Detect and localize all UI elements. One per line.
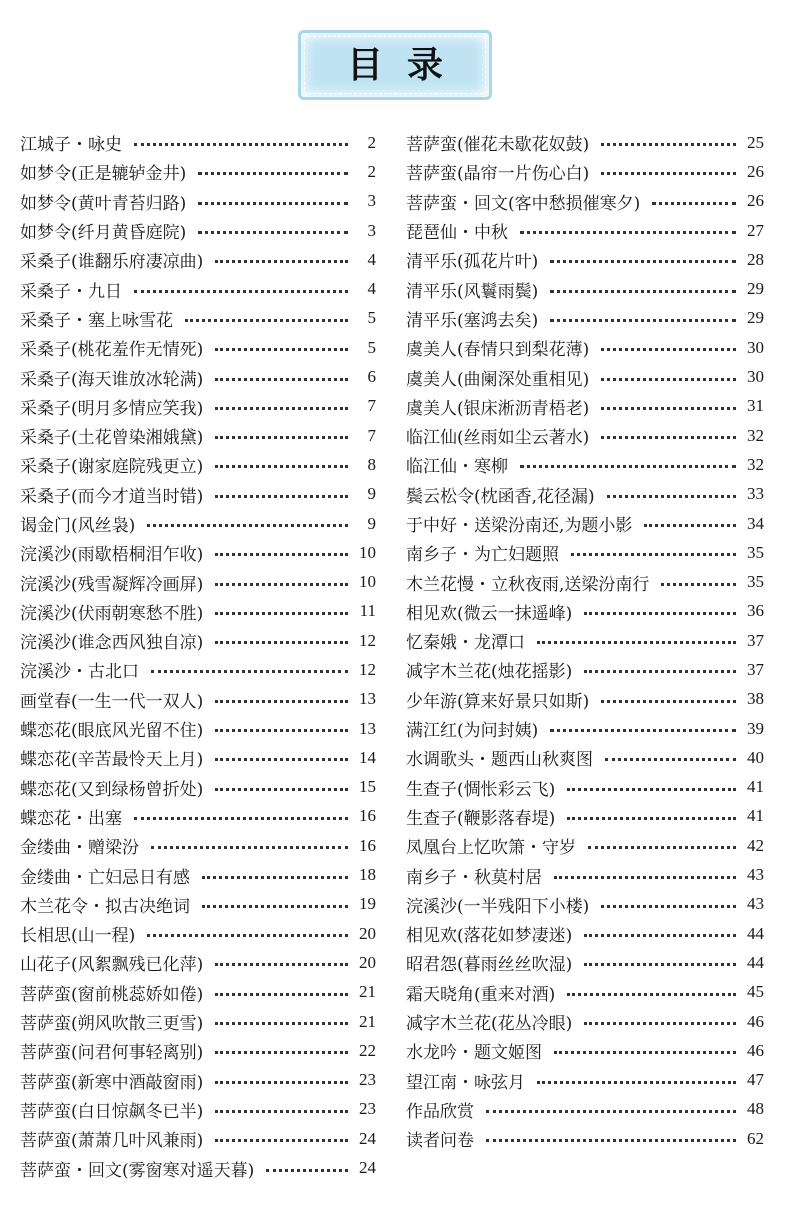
toc-entry-title: 减字木兰花(花丛冷眼) [406, 1014, 573, 1035]
toc-entry-page: 20 [359, 923, 376, 943]
toc-entry[interactable] [406, 304, 764, 333]
toc-entry-page: 24 [359, 1128, 376, 1148]
toc-entry-page: 20 [359, 952, 376, 972]
toc-entry-title: 采桑子(海天谁放冰轮满) [20, 369, 204, 390]
toc-entry-title: 鬓云松令(枕函香,花径漏) [406, 486, 595, 507]
toc-entry-page: 13 [359, 689, 376, 709]
toc-entry-page: 62 [747, 1128, 764, 1148]
toc-entry[interactable] [406, 509, 764, 538]
toc-entry-page: 29 [747, 279, 764, 299]
toc-entry[interactable] [20, 1124, 376, 1153]
dot-leader [537, 1081, 736, 1084]
toc-entry[interactable] [406, 450, 764, 479]
toc-entry-title: 临江仙(丝雨如尘云著水) [406, 428, 590, 449]
toc-entry-page: 5 [367, 308, 376, 328]
toc-entry-page: 21 [359, 982, 376, 1002]
toc-entry[interactable] [20, 509, 376, 538]
toc-entry-title: 少年游(算来好景只如斯) [406, 691, 590, 712]
toc-entry-title: 菩萨蛮・回文(客中愁损催寒夕) [406, 193, 641, 214]
dot-leader [601, 407, 736, 410]
page-title: 目录 [346, 44, 467, 86]
toc-entry-page: 35 [747, 572, 764, 592]
toc-entry-title: 浣溪沙(伏雨朝寒愁不胜) [20, 603, 204, 624]
toc-entry-title: 昭君怨(暮雨丝丝吹湿) [406, 955, 573, 976]
toc-entry[interactable] [20, 392, 376, 421]
toc-entry-title: 菩萨蛮・回文(雾窗寒对遥天暮) [20, 1160, 255, 1181]
dot-leader [215, 378, 348, 381]
toc-entry-title: 清平乐(孤花片叶) [406, 252, 539, 273]
toc-entry-page: 23 [359, 1099, 376, 1119]
dot-leader [537, 641, 736, 644]
toc-entry-page: 13 [359, 718, 376, 738]
toc-entry-page: 32 [747, 425, 764, 445]
toc-entry-title: 如梦令(正是辘轳金井) [20, 164, 187, 185]
toc-entry[interactable] [406, 1066, 764, 1095]
dot-leader [215, 1081, 348, 1084]
dot-leader [202, 905, 348, 908]
toc-entry-title: 南乡子・秋莫村居 [406, 867, 542, 888]
dot-leader [215, 407, 348, 410]
toc-entry-title: 长相思(山一程) [20, 926, 136, 947]
toc-entry-page: 3 [367, 191, 376, 211]
toc-entry[interactable] [406, 685, 764, 714]
toc-entry[interactable] [20, 773, 376, 802]
toc-entry[interactable] [20, 1036, 376, 1065]
dot-leader [215, 583, 348, 586]
toc-entry-page: 2 [367, 132, 376, 152]
toc-entry[interactable] [20, 1007, 376, 1036]
toc-entry-page: 2 [367, 161, 376, 181]
toc-entry-page: 44 [747, 923, 764, 943]
toc-entry[interactable] [20, 597, 376, 626]
toc-entry[interactable] [20, 802, 376, 831]
toc-entry[interactable] [406, 392, 764, 421]
toc-entry-title: 虞美人(曲阑深处重相见) [406, 369, 590, 390]
toc-entry-title: 相见欢(落花如梦凄迷) [406, 926, 573, 947]
toc-entry-page: 26 [747, 191, 764, 211]
toc-entry-page: 32 [747, 454, 764, 474]
toc-entry-page: 33 [747, 484, 764, 504]
toc-entry-title: 画堂春(一生一代一双人) [20, 691, 204, 712]
toc-entry[interactable] [20, 714, 376, 743]
toc-entry-page: 44 [747, 952, 764, 972]
toc-entry-title: 水调歌头・题西山秋爽图 [406, 750, 593, 771]
toc-entry-page: 10 [359, 542, 376, 562]
toc-entry[interactable] [20, 567, 376, 596]
toc-entry-title: 菩萨蛮(朔风吹散三更雪) [20, 1014, 204, 1035]
toc-entry[interactable] [20, 831, 376, 860]
toc-entry-title: 菩萨蛮(白日惊飙冬已半) [20, 1101, 204, 1122]
dot-leader [588, 846, 736, 849]
toc-entry-title: 作品欣赏 [406, 1101, 474, 1122]
toc-entry[interactable] [20, 860, 376, 889]
dot-leader [554, 876, 736, 879]
toc-entry-page: 7 [367, 396, 376, 416]
toc-entry-title: 清平乐(塞鸿去矣) [406, 310, 539, 331]
dot-leader [215, 963, 348, 966]
dot-leader [215, 495, 348, 498]
toc-entry-title: 蝶恋花・出塞 [20, 808, 122, 829]
toc-entry-page: 29 [747, 308, 764, 328]
dot-leader [584, 963, 736, 966]
toc-entry-page: 4 [367, 249, 376, 269]
toc-entry-page: 16 [359, 806, 376, 826]
dot-leader [601, 172, 736, 175]
toc-entry-title: 忆秦娥・龙潭口 [406, 633, 525, 654]
dot-leader [198, 172, 348, 175]
toc-entry[interactable] [20, 450, 376, 479]
toc-entry[interactable] [20, 685, 376, 714]
dot-leader [134, 817, 348, 820]
toc-entry-page: 26 [747, 161, 764, 181]
dot-leader [202, 876, 348, 879]
dot-leader [215, 436, 348, 439]
toc-entry[interactable] [406, 274, 764, 303]
dot-leader [215, 465, 348, 468]
toc-entry-page: 24 [359, 1158, 376, 1178]
toc-entry[interactable] [20, 655, 376, 684]
toc-entry-title: 满江红(为问封姨) [406, 721, 539, 742]
dot-leader [134, 143, 348, 146]
toc-entry[interactable] [20, 128, 376, 157]
toc-entry-page: 9 [367, 484, 376, 504]
dot-leader [567, 993, 736, 996]
toc-entry[interactable] [20, 890, 376, 919]
toc-entry-page: 45 [747, 982, 764, 1002]
toc-entry-page: 7 [367, 425, 376, 445]
toc-entry-title: 江城子・咏史 [20, 135, 122, 156]
dot-leader [644, 524, 736, 527]
toc-entry-title: 凤凰台上忆吹箫・守岁 [406, 838, 576, 859]
dot-leader [601, 378, 736, 381]
toc-entry-title: 于中好・送梁汾南还,为题小影 [406, 516, 633, 536]
dot-leader [266, 1169, 348, 1172]
toc-entry[interactable] [20, 538, 376, 567]
toc-entry-title: 如梦令(黄叶青苔归路) [20, 193, 187, 214]
toc-entry-title: 蝶恋花(眼底风光留不住) [20, 721, 204, 742]
toc-entry-page: 10 [359, 572, 376, 592]
toc-entry[interactable] [406, 626, 764, 655]
toc-entry[interactable] [20, 480, 376, 509]
dot-leader [486, 1110, 736, 1113]
toc-entry-page: 34 [747, 513, 764, 533]
dot-leader [151, 670, 348, 673]
toc-entry[interactable] [406, 216, 764, 245]
toc-title-banner [298, 30, 492, 100]
dot-leader [147, 524, 348, 527]
toc-entry-page: 15 [359, 777, 376, 797]
dot-leader [215, 1022, 348, 1025]
toc-entry-title: 木兰花慢・立秋夜雨,送梁汾南行 [406, 574, 650, 595]
dot-leader [652, 202, 736, 205]
toc-entry[interactable] [406, 655, 764, 684]
dot-leader [571, 553, 736, 556]
toc-entry-title: 临江仙・寒柳 [406, 457, 508, 478]
dot-leader [215, 758, 348, 761]
toc-entry-page: 37 [747, 659, 764, 679]
toc-entry-page: 30 [747, 367, 764, 387]
dot-leader [185, 319, 348, 322]
dot-leader [151, 846, 348, 849]
toc-entry[interactable] [20, 421, 376, 450]
toc-entry-title: 菩萨蛮(催花未歇花奴鼓) [406, 135, 590, 156]
toc-entry[interactable] [406, 333, 764, 362]
toc-entry[interactable] [406, 714, 764, 743]
dot-leader [567, 817, 736, 820]
toc-entry-page: 41 [747, 806, 764, 826]
dot-leader [550, 260, 736, 263]
toc-entry-title: 金缕曲・赠梁汾 [20, 838, 139, 859]
toc-entry-page: 12 [359, 659, 376, 679]
dot-leader [198, 231, 348, 234]
toc-entry[interactable] [20, 245, 376, 274]
dot-leader [550, 729, 736, 732]
toc-entry[interactable] [406, 567, 764, 596]
toc-entry[interactable] [20, 948, 376, 977]
toc-entry-title: 水龙吟・题文姬图 [406, 1043, 542, 1064]
toc-entry[interactable] [20, 333, 376, 362]
toc-entry-title: 菩萨蛮(萧萧几叶风兼雨) [20, 1131, 204, 1152]
toc-entry-page: 38 [747, 689, 764, 709]
toc-entry-title: 望江南・咏弦月 [406, 1072, 525, 1093]
dot-leader [215, 700, 348, 703]
toc-entry[interactable] [20, 157, 376, 186]
toc-entry-page: 14 [359, 747, 376, 767]
toc-entry[interactable] [20, 919, 376, 948]
toc-entry-page: 8 [367, 454, 376, 474]
toc-entry-title: 减字木兰花(烛花摇影) [406, 662, 573, 683]
toc-entry[interactable] [406, 1007, 764, 1036]
toc-entry[interactable] [406, 1036, 764, 1065]
dot-leader [584, 612, 736, 615]
dot-leader [601, 436, 736, 439]
toc-entry[interactable] [20, 1153, 376, 1182]
dot-leader [601, 700, 736, 703]
toc-entry-page: 5 [367, 337, 376, 357]
toc-right-column [406, 128, 764, 1153]
toc-entry-title: 菩萨蛮(晶帘一片伤心白) [406, 164, 590, 185]
toc-entry-title: 琵琶仙・中秋 [406, 223, 508, 244]
dot-leader [215, 729, 348, 732]
toc-entry-page: 4 [367, 279, 376, 299]
toc-entry-page: 19 [359, 894, 376, 914]
dot-leader [134, 290, 348, 293]
toc-entry-page: 30 [747, 337, 764, 357]
toc-entry-page: 46 [747, 1040, 764, 1060]
toc-entry-title: 采桑子(而今才道当时错) [20, 486, 204, 507]
toc-entry-title: 采桑子(谁翻乐府凄凉曲) [20, 252, 204, 273]
toc-entry[interactable] [406, 187, 764, 216]
toc-entry-page: 41 [747, 777, 764, 797]
toc-entry-title: 采桑子(谢家庭院残更立) [20, 457, 204, 478]
toc-entry-page: 25 [747, 132, 764, 152]
dot-leader [584, 934, 736, 937]
toc-entry-title: 蝶恋花(又到绿杨曾折处) [20, 779, 204, 800]
dot-leader [607, 495, 736, 498]
dot-leader [215, 641, 348, 644]
toc-entry-page: 3 [367, 220, 376, 240]
toc-entry[interactable] [406, 157, 764, 186]
dot-leader [554, 1051, 736, 1054]
toc-entry-title: 菩萨蛮(窗前桃蕊娇如倦) [20, 984, 204, 1005]
toc-entry-page: 21 [359, 1011, 376, 1031]
dot-leader [215, 1110, 348, 1113]
toc-entry[interactable] [406, 1095, 764, 1124]
toc-entry-page: 6 [367, 367, 376, 387]
toc-entry-title: 山花子(风絮飘残已化萍) [20, 955, 204, 976]
toc-entry-page: 9 [367, 513, 376, 533]
toc-entry[interactable] [406, 802, 764, 831]
toc-entry-page: 11 [359, 601, 376, 621]
toc-entry-page: 18 [359, 865, 376, 885]
toc-entry-page: 35 [747, 542, 764, 562]
toc-entry-page: 39 [747, 718, 764, 738]
toc-entry[interactable] [20, 978, 376, 1007]
dot-leader [215, 993, 348, 996]
toc-entry[interactable] [406, 1124, 764, 1153]
toc-entry[interactable] [406, 743, 764, 772]
toc-entry[interactable] [406, 919, 764, 948]
toc-entry-title: 谒金门(风丝袅) [20, 516, 136, 536]
toc-entry[interactable] [406, 538, 764, 567]
toc-entry[interactable] [406, 890, 764, 919]
toc-entry[interactable] [20, 362, 376, 391]
toc-entry-page: 37 [747, 630, 764, 650]
toc-entry-title: 金缕曲・亡妇忌日有感 [20, 867, 190, 888]
dot-leader [550, 319, 736, 322]
toc-entry-title: 浣溪沙・古北口 [20, 662, 139, 683]
dot-leader [601, 348, 736, 351]
toc-entry-title: 浣溪沙(雨歇梧桐泪乍收) [20, 545, 204, 566]
toc-entry[interactable] [406, 773, 764, 802]
toc-entry-title: 生查子(惆怅彩云飞) [406, 779, 556, 800]
toc-entry-title: 清平乐(风鬟雨鬓) [406, 281, 539, 302]
toc-entry[interactable] [20, 216, 376, 245]
toc-entry-title: 浣溪沙(一半残阳下小楼) [406, 896, 590, 917]
toc-entry-page: 47 [747, 1070, 764, 1090]
toc-entry-title: 南乡子・为亡妇题照 [406, 545, 559, 566]
toc-entry-page: 16 [359, 835, 376, 855]
toc-entry-page: 43 [747, 865, 764, 885]
toc-entry-title: 虞美人(银床淅沥青梧老) [406, 398, 590, 419]
toc-entry-title: 浣溪沙(谁念西风独自凉) [20, 633, 204, 654]
toc-entry-title: 采桑子(土花曾染湘娥黛) [20, 428, 204, 449]
toc-entry[interactable] [20, 626, 376, 655]
toc-entry[interactable] [406, 831, 764, 860]
toc-entry[interactable] [406, 421, 764, 450]
toc-entry-page: 43 [747, 894, 764, 914]
dot-leader [215, 788, 348, 791]
dot-leader [215, 553, 348, 556]
dot-leader [215, 348, 348, 351]
toc-entry-page: 48 [747, 1099, 764, 1119]
toc-entry-title: 菩萨蛮(新寒中酒敲窗雨) [20, 1072, 204, 1093]
dot-leader [215, 612, 348, 615]
toc-entry-page: 46 [747, 1011, 764, 1031]
dot-leader [550, 290, 736, 293]
toc-entry[interactable] [406, 860, 764, 889]
toc-entry[interactable] [20, 1066, 376, 1095]
toc-entry[interactable] [406, 362, 764, 391]
dot-leader [147, 934, 348, 937]
toc-entry-title: 采桑子・九日 [20, 281, 122, 302]
toc-entry[interactable] [406, 978, 764, 1007]
toc-entry-page: 27 [747, 220, 764, 240]
toc-entry-title: 蝶恋花(辛苦最怜天上月) [20, 750, 204, 771]
toc-entry[interactable] [406, 948, 764, 977]
toc-entry-page: 40 [747, 747, 764, 767]
toc-entry-page: 28 [747, 249, 764, 269]
dot-leader [520, 465, 736, 468]
toc-entry-title: 采桑子(桃花羞作无情死) [20, 340, 204, 361]
dot-leader [215, 260, 348, 263]
toc-entry[interactable] [406, 245, 764, 274]
dot-leader [601, 905, 736, 908]
toc-entry-title: 霜天晓角(重来对酒) [406, 984, 556, 1005]
dot-leader [661, 583, 736, 586]
toc-entry-title: 采桑子・塞上咏雪花 [20, 310, 173, 331]
toc-entry[interactable] [20, 304, 376, 333]
toc-entry[interactable] [20, 187, 376, 216]
toc-entry-page: 31 [747, 396, 764, 416]
toc-entry[interactable] [406, 480, 764, 509]
toc-entry-title: 木兰花令・拟古决绝词 [20, 896, 190, 917]
toc-entry-title: 采桑子(明月多情应笑我) [20, 398, 204, 419]
dot-leader [520, 231, 736, 234]
toc-entry-title: 读者问卷 [406, 1131, 474, 1152]
toc-entry-page: 12 [359, 630, 376, 650]
dot-leader [584, 670, 736, 673]
toc-entry[interactable] [20, 1095, 376, 1124]
dot-leader [601, 143, 736, 146]
dot-leader [605, 758, 736, 761]
dot-leader [215, 1139, 348, 1142]
toc-entry-title: 浣溪沙(残雪凝辉冷画屏) [20, 574, 204, 595]
toc-entry[interactable] [20, 274, 376, 303]
toc-entry-page: 22 [359, 1040, 376, 1060]
toc-entry-title: 相见欢(微云一抹遥峰) [406, 603, 573, 624]
dot-leader [567, 788, 736, 791]
toc-entry-page: 23 [359, 1070, 376, 1090]
toc-entry-page: 42 [747, 835, 764, 855]
toc-entry-title: 菩萨蛮(问君何事轻离别) [20, 1043, 204, 1064]
toc-entry-title: 虞美人(春情只到梨花薄) [406, 340, 590, 361]
toc-entry-title: 生查子(鞭影落春堤) [406, 808, 556, 829]
dot-leader [584, 1022, 736, 1025]
toc-entry[interactable] [406, 597, 764, 626]
dot-leader [215, 1051, 348, 1054]
toc-entry-title: 如梦令(纤月黄昏庭院) [20, 223, 187, 244]
dot-leader [198, 202, 348, 205]
toc-entry-page: 36 [747, 601, 764, 621]
toc-left-column [20, 128, 376, 1183]
dot-leader [486, 1139, 736, 1142]
toc-entry[interactable] [406, 128, 764, 157]
toc-entry[interactable] [20, 743, 376, 772]
